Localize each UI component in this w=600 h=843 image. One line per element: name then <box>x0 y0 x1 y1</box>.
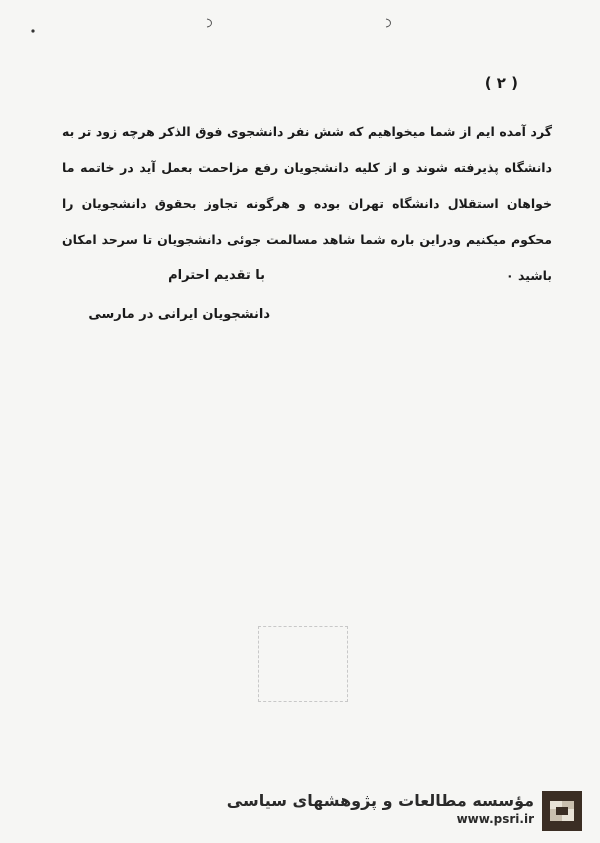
signature-line: دانشجویان ایرانی در مارسی <box>88 307 270 322</box>
footer-text <box>227 791 534 826</box>
faded-stamp <box>258 626 348 702</box>
letter-body <box>62 114 552 294</box>
binder-hole-mark <box>384 18 394 28</box>
letter-paragraph: گرد آمده ایم از شما میخواهیم که شش نفر دانشجوی فوق الذکر هرچه زود تر به دانشگاه پذیرفته شوند و از کلیه دانشجویان رفع مزاحمت بعمل آید در خاتمه ما خواهان استقلال دانشگاه تهران بوده و هرگونه تجاوز بحقوق دانشجویان را محکوم میکنیم ودراین باره شما شاهد مسالمت جوئی دانشجویان تا سرحد امکان باشید ۰ <box>62 124 552 283</box>
binder-hole-mark <box>205 18 215 28</box>
archive-footer <box>0 783 600 843</box>
margin-mark <box>28 26 38 36</box>
closing-salutation: با تقدیم احترام <box>168 268 265 283</box>
institute-logo-icon <box>542 791 582 831</box>
institute-url[interactable]: www.psri.ir <box>456 812 534 826</box>
page-number: ( ۲ ) <box>484 74 518 92</box>
institute-name: مؤسسه مطالعات و پژوهشهای سیاسی <box>226 791 534 810</box>
